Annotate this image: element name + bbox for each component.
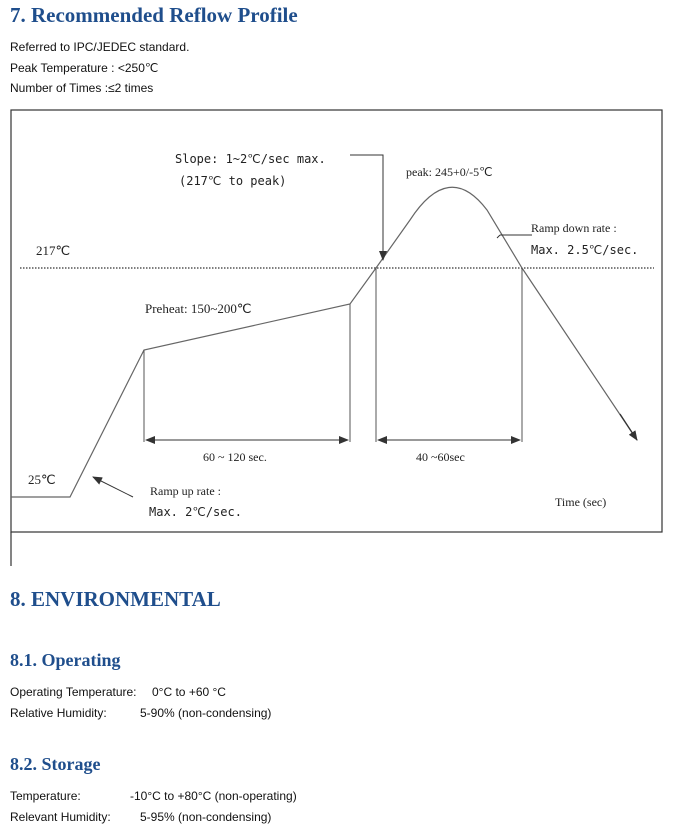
section-8-title: 8. ENVIRONMENTAL [10, 587, 221, 611]
slope-label-line2: (217℃ to peak) [179, 174, 287, 188]
operating-title: 8.1. Operating [10, 650, 121, 670]
storage-title: 8.2. Storage [10, 754, 101, 774]
peak-temperature-line: Peak Temperature : <250℃ [10, 61, 159, 75]
ramp-up-label-line1: Ramp up rate : [150, 484, 221, 498]
relevant-humidity-value: 5-95% (non-condensing) [140, 810, 272, 824]
relative-humidity-label: Relative Humidity: [10, 706, 107, 720]
ramp-down-label-line1: Ramp down rate : [531, 221, 617, 235]
ramp-up-label-line2: Max. 2℃/sec. [149, 505, 242, 519]
ramp-down-leader-tip [497, 235, 500, 238]
relative-humidity-value: 5-90% (non-condensing) [140, 706, 272, 720]
ramp-down-label-line2: Max. 2.5℃/sec. [531, 243, 639, 257]
peak-label: peak: 245+0/-5℃ [406, 165, 493, 179]
section-7-title: 7. Recommended Reflow Profile [10, 3, 298, 27]
relevant-humidity-label: Relevant Humidity: [10, 810, 111, 824]
ramp-up-arrow [93, 477, 133, 497]
slope-callout-leader [350, 155, 383, 258]
label-25: 25℃ [28, 472, 56, 487]
preheat-time-label: 60 ~ 120 sec. [203, 450, 267, 464]
diagram-frame [11, 110, 662, 532]
preheat-label: Preheat: 150~200℃ [145, 301, 252, 316]
standard-line: Referred to IPC/JEDEC standard. [10, 40, 190, 54]
time-axis-label: Time (sec) [555, 495, 607, 509]
storage-temperature-value: -10°C to +80°C (non-operating) [130, 789, 297, 803]
number-of-times-line: Number of Times :≤2 times [10, 81, 154, 95]
storage-temperature-label: Temperature: [10, 789, 81, 803]
label-217: 217℃ [36, 243, 71, 258]
operating-temperature-value: 0°C to +60 °C [152, 685, 226, 699]
curve-end-arrow [620, 414, 637, 440]
reflow-time-label: 40 ~60sec [416, 450, 465, 464]
operating-temperature-label: Operating Temperature: [10, 685, 137, 699]
slope-label-line1: Slope: 1~2℃/sec max. [175, 152, 326, 166]
